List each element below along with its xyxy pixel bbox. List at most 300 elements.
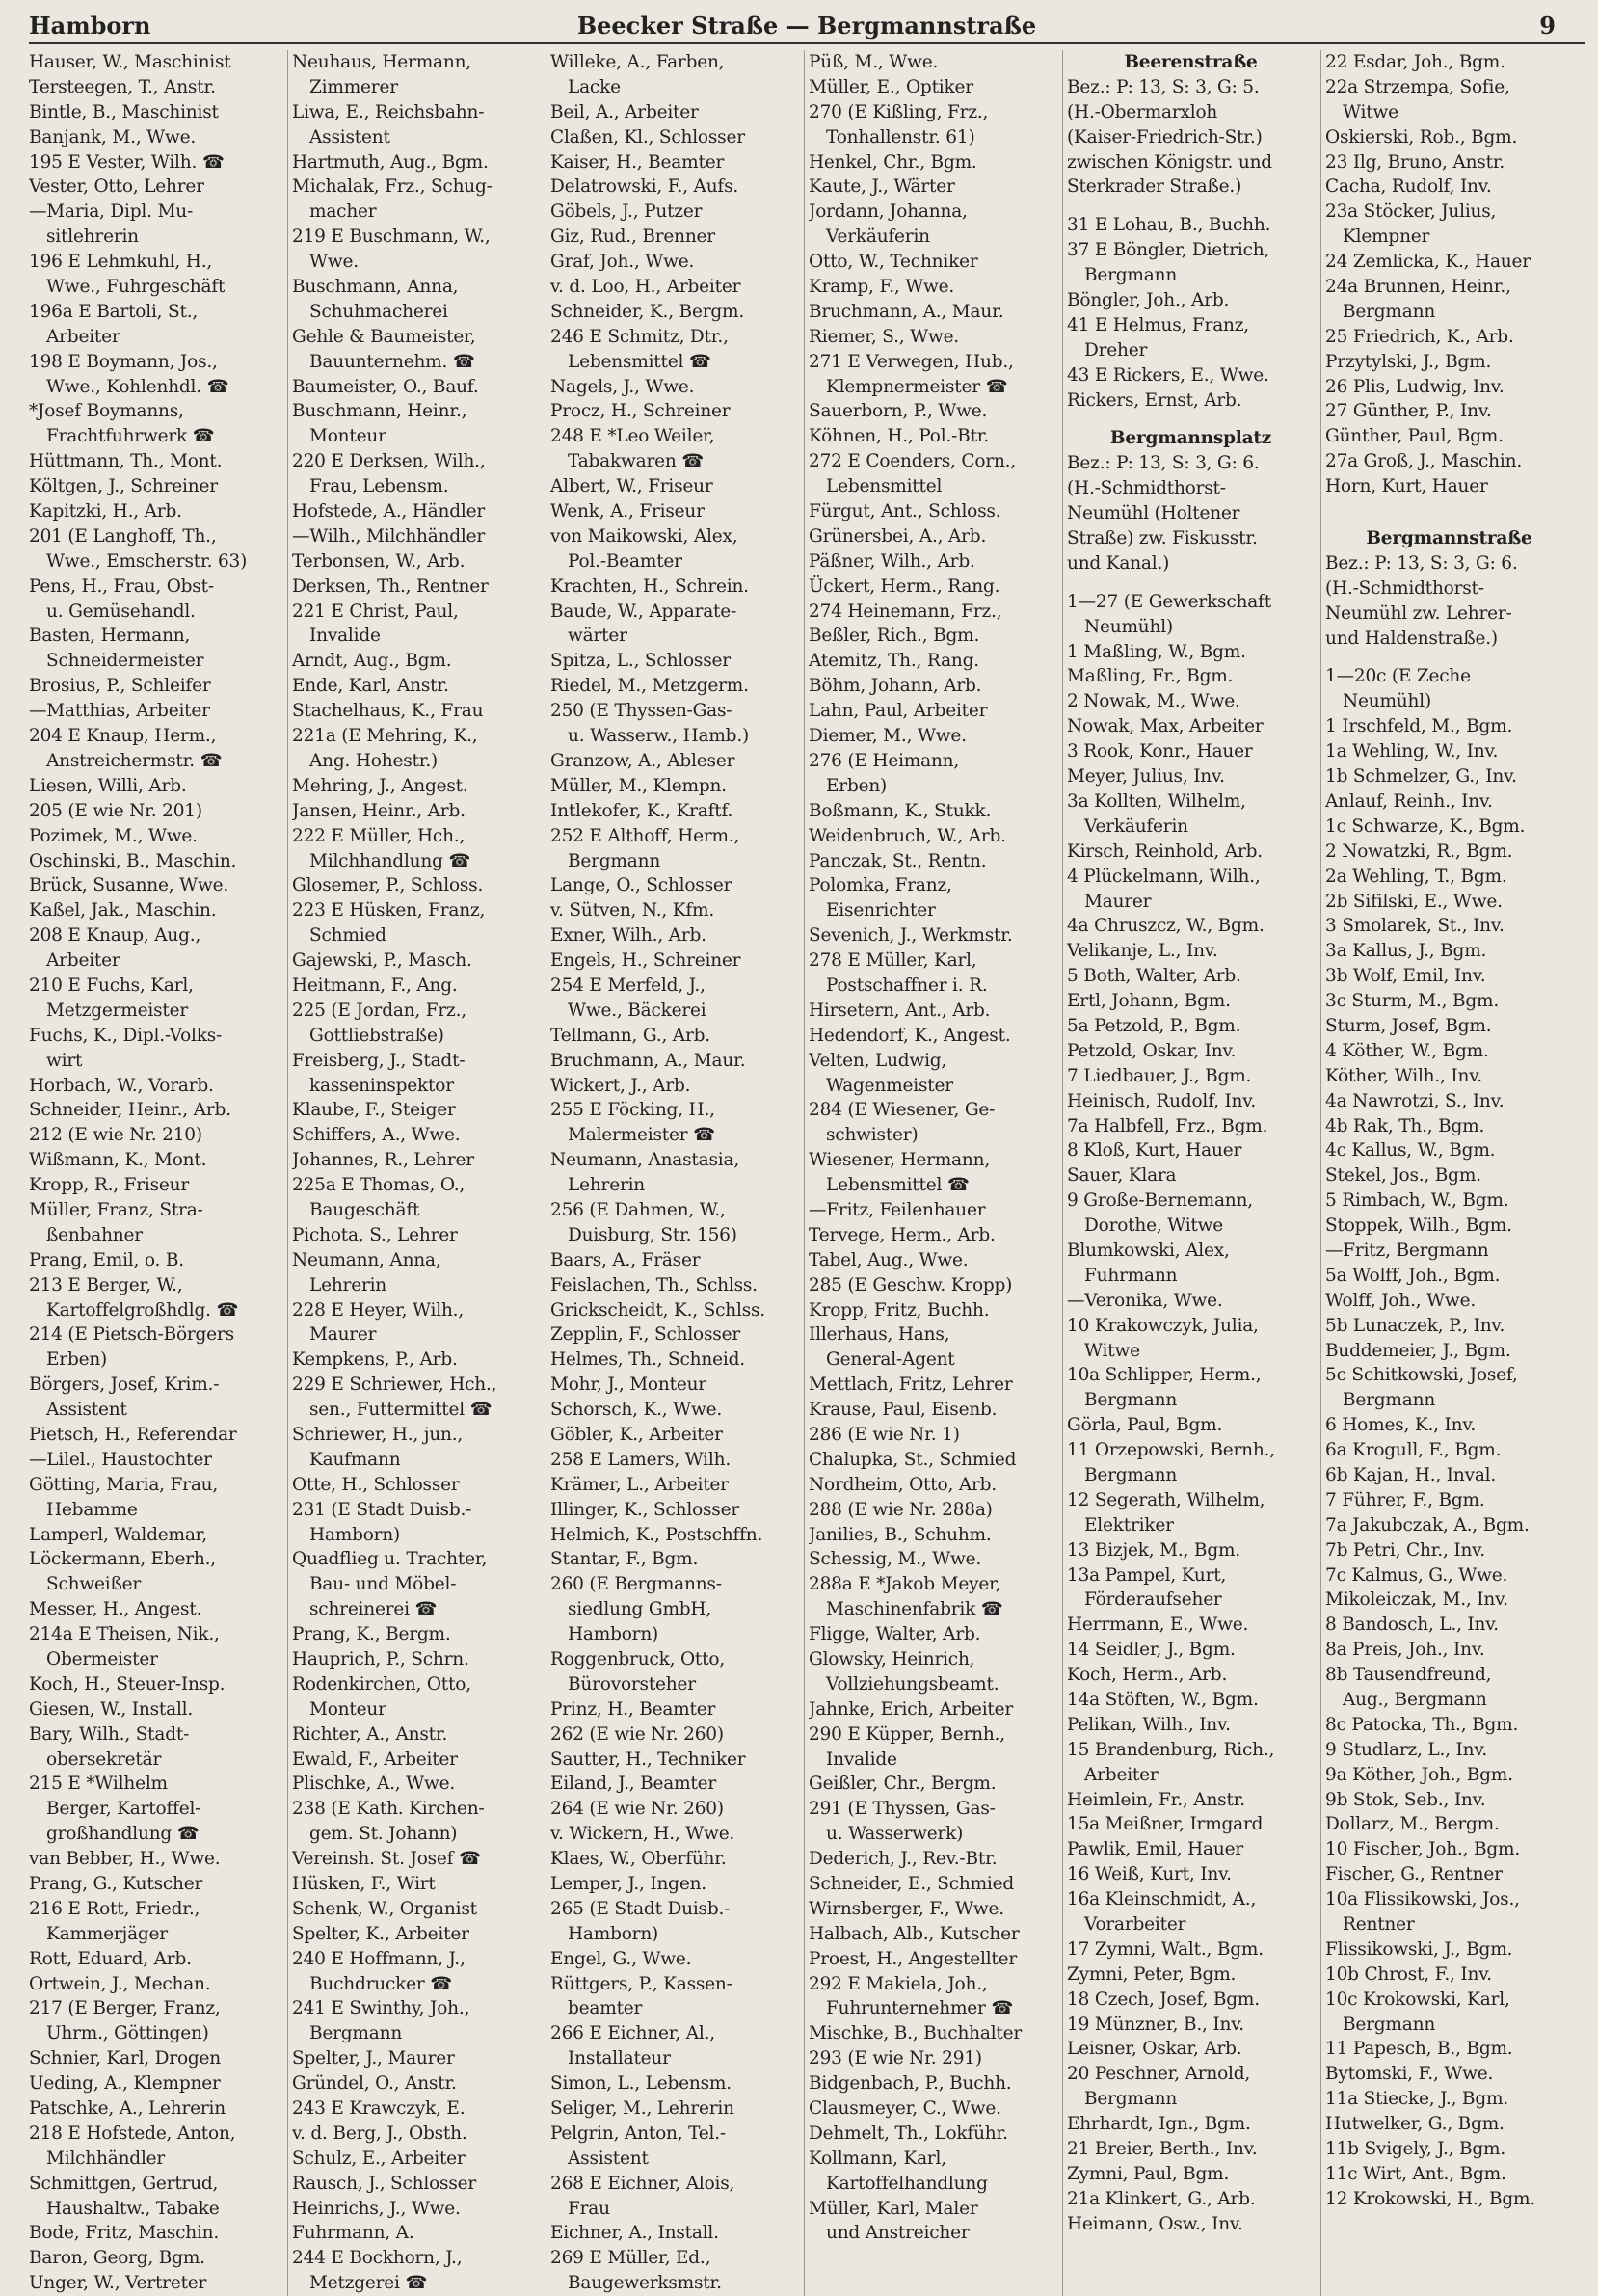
directory-entry: 31 E Lohau, B., Buchh.: [1067, 215, 1271, 236]
directory-entry: großhandlung ☎: [46, 1824, 200, 1845]
directory-entry: Sauer, Klara: [1067, 1165, 1177, 1187]
directory-entry: Erben): [46, 1349, 108, 1371]
directory-entry: Kropp, Fritz, Buchh.: [809, 1299, 990, 1321]
directory-entry: wärter: [568, 626, 627, 647]
directory-entry: Freisberg, J., Stadt-: [292, 1050, 466, 1071]
directory-entry: 6a Krogull, F., Bgm.: [1325, 1440, 1502, 1461]
directory-entry: 10a Schlipper, Herm.,: [1067, 1365, 1262, 1386]
directory-entry: —Veronika, Wwe.: [1067, 1290, 1223, 1311]
directory-entry: Elektriker: [1084, 1514, 1174, 1535]
directory-entry: Maurer: [309, 1324, 377, 1346]
directory-entry: 229 E Schriewer, Hch.,: [292, 1375, 497, 1396]
directory-entry: Ortwein, J., Mechan.: [29, 1973, 211, 1994]
directory-entry: Börgers, Josef, Krim.-: [29, 1375, 220, 1396]
directory-entry: 24 Zemlicka, K., Hauer: [1325, 252, 1531, 273]
directory-entry: Bez.: P: 13, S: 3, G: 5.: [1067, 76, 1260, 97]
directory-entry: Bode, Fritz, Maschin.: [29, 2223, 220, 2244]
directory-entry: Sauerborn, P., Wwe.: [809, 401, 988, 422]
directory-entry: —Lilel., Haustochter: [29, 1449, 212, 1470]
directory-entry: Beil, A., Arbeiter: [550, 101, 699, 122]
directory-entry: Unger, W., Vertreter: [29, 2273, 207, 2294]
directory-entry: Plischke, A., Wwe.: [292, 1774, 456, 1795]
directory-entry: Liesen, Willi, Arb.: [29, 775, 187, 796]
directory-entry: 12 Krokowski, H., Bgm.: [1325, 2188, 1536, 2209]
directory-entry: Verkäuferin: [1084, 815, 1188, 837]
directory-entry: Müller, Franz, Stra-: [29, 1199, 203, 1220]
directory-entry: Mischke, B., Buchhalter: [809, 2023, 1023, 2044]
directory-entry: Exner, Wilh., Arb.: [550, 925, 706, 947]
directory-entry: 43 E Rickers, E., Wwe.: [1067, 364, 1269, 386]
directory-entry: Bez.: P: 13, S: 3, G: 6.: [1325, 552, 1518, 574]
directory-entry: 1 Maßling, W., Bgm.: [1067, 641, 1246, 662]
directory-entry: 240 E Hoffmann, J.,: [292, 1948, 466, 1969]
directory-entry: Buddemeier, J., Bgm.: [1325, 1340, 1511, 1361]
directory-entry: Fuhrmann, A.: [292, 2223, 414, 2244]
directory-entry: Bauunternehm. ☎: [309, 351, 475, 372]
directory-entry: Rausch, J., Schlosser: [292, 2173, 477, 2194]
directory-entry: 5 Rimbach, W., Bgm.: [1325, 1190, 1509, 1212]
directory-entry: Milchhandlung ☎: [309, 850, 471, 871]
directory-entry: 244 E Bockhorn, J.,: [292, 2248, 463, 2269]
directory-entry: Heimlein, Fr., Anstr.: [1067, 1789, 1245, 1810]
directory-entry: Spelter, J., Maurer: [292, 2048, 455, 2069]
directory-entry: Hedendorf, K., Angest.: [809, 1025, 1011, 1046]
directory-entry: 21a Klinkert, G., Arb.: [1067, 2188, 1256, 2209]
directory-entry: Zymni, Paul, Bgm.: [1067, 2163, 1230, 2184]
directory-entry: 262 (E wie Nr. 260): [550, 1723, 724, 1745]
directory-entry: 16a Kleinschmidt, A.,: [1067, 1889, 1257, 1910]
directory-entry: 272 E Coenders, Corn.,: [809, 451, 1017, 472]
directory-entry: Wwe., Fuhrgeschäft: [46, 277, 226, 298]
directory-entry: Sevenich, J., Werkmstr.: [809, 925, 1013, 947]
directory-entry: Wwe., Emscherstr. 63): [46, 550, 248, 572]
directory-entry: Fligge, Walter, Arb.: [809, 1624, 981, 1645]
directory-entry: Rodenkirchen, Otto,: [292, 1673, 471, 1695]
directory-entry: Proest, H., Angestellter: [809, 1948, 1018, 1969]
directory-entry: Müller, M., Klempn.: [550, 775, 727, 796]
directory-entry: Vereinsh. St. Josef ☎: [292, 1849, 481, 1870]
directory-entry: 266 E Eichner, Al.,: [550, 2023, 715, 2044]
directory-entry: Witwe: [1343, 101, 1398, 122]
spacer: [1325, 513, 1573, 526]
directory-entry: gem. St. Johann): [309, 1824, 458, 1845]
directory-entry: Dreher: [1084, 339, 1148, 360]
directory-entry: Lebensmittel ☎: [568, 351, 711, 372]
directory-entry: 270 (E Kißling, Frz.,: [809, 101, 989, 122]
directory-entry: Schriewer, H., jun.,: [292, 1424, 464, 1445]
directory-entry: Klaube, F., Steiger: [292, 1100, 456, 1121]
directory-entry: 243 E Krawczyk, E.: [292, 2098, 466, 2120]
directory-entry: Gajewski, P., Masch.: [292, 950, 472, 972]
directory-entry: Neumann, Anna,: [292, 1249, 441, 1270]
directory-entry: Hamborn): [309, 1524, 401, 1545]
directory-entry: Lebensmittel: [826, 476, 943, 497]
directory-entry: Illerhaus, Hans,: [809, 1324, 950, 1346]
directory-entry: 228 E Heyer, Wilh.,: [292, 1299, 465, 1321]
directory-entry: Zymni, Peter, Bgm.: [1067, 1963, 1237, 1985]
directory-entry: Prang, G., Kutscher: [29, 1874, 203, 1895]
directory-entry: Pichota, S., Lehrer: [292, 1224, 458, 1245]
directory-entry: 208 E Knaup, Aug.,: [29, 925, 201, 947]
directory-entry: Klempnermeister ☎: [826, 376, 1008, 397]
directory-entry: Milchhändler: [46, 2148, 166, 2169]
directory-entry: Eichner, A., Install.: [550, 2223, 719, 2244]
directory-entry: Neuhaus, Hermann,: [292, 52, 471, 72]
directory-entry: 7b Petri, Chr., Inv.: [1325, 1539, 1485, 1561]
directory-entry: (H.-Schmidthorst-: [1325, 577, 1484, 599]
directory-entry: Hüttmann, Th., Mont.: [29, 451, 223, 472]
directory-entry: Schmied: [309, 925, 386, 947]
directory-entry: *Josef Boymanns,: [29, 401, 184, 422]
directory-entry: Glosemer, P., Schloss.: [292, 875, 484, 896]
directory-entry: Wwe.: [309, 252, 359, 273]
directory-entry: sen., Futtermittel ☎: [309, 1400, 493, 1421]
directory-entry: —Fritz, Feilenhauer: [809, 1199, 986, 1220]
directory-entry: 201 (E Langhoff, Th.,: [29, 525, 217, 547]
directory-entry: Bau- und Möbel-: [309, 1574, 457, 1595]
directory-entry: Przytylski, J., Bgm.: [1325, 351, 1492, 372]
directory-entry: Görla, Paul, Bgm.: [1067, 1415, 1223, 1436]
directory-entry: Bergmann: [1343, 2014, 1436, 2035]
directory-entry: Prang, K., Bergm.: [292, 1624, 451, 1645]
directory-entry: Wwe., Bäckerei: [568, 1000, 706, 1021]
directory-entry: Granzow, A., Ableser: [550, 750, 735, 771]
directory-entry: Stantar, F., Bgm.: [550, 1549, 699, 1570]
directory-entry: 4 Köther, W., Bgm.: [1325, 1040, 1489, 1061]
directory-entry: Schneider, K., Bergm.: [550, 301, 745, 322]
directory-entry: Wolff, Joh., Wwe.: [1325, 1290, 1476, 1311]
directory-entry: Anlauf, Reinh., Inv.: [1325, 790, 1493, 812]
directory-entry: Petzold, Oskar, Inv.: [1067, 1040, 1237, 1061]
directory-entry: 252 E Althoff, Herm.,: [550, 825, 740, 846]
directory-entry: 5a Petzold, P., Bgm.: [1067, 1015, 1241, 1036]
directory-entry: Atemitz, Th., Rang.: [809, 651, 979, 672]
directory-entry: Jansen, Heinr., Arb.: [292, 800, 466, 821]
directory-entry: 212 (E wie Nr. 210): [29, 1125, 202, 1146]
directory-entry: 1 Irschfeld, M., Bgm.: [1325, 716, 1513, 737]
directory-entry: Graf, Joh., Wwe.: [550, 252, 695, 273]
directory-entry: Richter, A., Anstr.: [292, 1723, 448, 1745]
directory-entry: Göbels, J., Putzer: [550, 201, 703, 223]
directory-entry: 1c Schwarze, K., Bgm.: [1325, 815, 1526, 837]
directory-entry: Bergmann: [1084, 1390, 1178, 1411]
directory-entry: 10 Krakowczyk, Julia,: [1067, 1315, 1259, 1336]
directory-entry: Panczak, St., Rentn.: [809, 850, 987, 871]
directory-entry: Derksen, Th., Rentner: [292, 575, 489, 597]
directory-entry: Hirsetern, Ant., Arb.: [809, 1000, 991, 1021]
directory-entry: Schenk, W., Organist: [292, 1898, 477, 1919]
directory-entry: —Maria, Dipl. Mu-: [29, 201, 194, 223]
directory-entry: Michalak, Frz., Schug-: [292, 176, 493, 198]
directory-entry: Maurer: [1084, 891, 1152, 912]
street-heading: Beerenstraße: [1124, 52, 1258, 72]
directory-entry: 7 Liedbauer, J., Bgm.: [1067, 1065, 1252, 1086]
directory-entry: beamter: [568, 1998, 643, 2019]
directory-entry: Leisner, Oskar, Arb.: [1067, 2039, 1242, 2060]
directory-entry: siedlung GmbH,: [568, 1599, 712, 1620]
directory-entry: 285 (E Geschw. Kropp): [809, 1274, 1013, 1295]
directory-entry: Sterkrader Straße.): [1067, 176, 1242, 198]
directory-entry: 14 Seidler, J., Bgm.: [1067, 1640, 1236, 1661]
directory-entry: General-Agent: [826, 1349, 955, 1371]
directory-entry: Kapitzki, H., Arb.: [29, 501, 182, 522]
directory-entry: Böngler, Joh., Arb.: [1067, 290, 1230, 311]
directory-entry: Eisenrichter: [826, 900, 936, 921]
directory-entry: Schnier, Karl, Drogen: [29, 2048, 221, 2069]
directory-entry: Vester, Otto, Lehrer: [29, 176, 204, 198]
directory-entry: Helmes, Th., Schneid.: [550, 1349, 745, 1371]
directory-entry: Bruchmann, A., Maur.: [550, 1050, 746, 1071]
directory-entry: Assistent: [309, 126, 390, 147]
directory-entry: Polomka, Franz,: [809, 875, 952, 896]
directory-entry: Horn, Kurt, Hauer: [1325, 476, 1488, 497]
directory-entry: (Kaiser-Friedrich-Str.): [1067, 126, 1263, 147]
directory-entry: 217 (E Berger, Franz,: [29, 1998, 221, 2019]
directory-entry: 41 E Helmus, Franz,: [1067, 314, 1249, 335]
directory-entry: Bergmann: [1343, 301, 1436, 322]
directory-entry: 222 E Müller, Hch.,: [292, 825, 466, 846]
directory-entry: Roggenbruck, Otto,: [550, 1649, 726, 1669]
directory-entry: 216 E Rott, Friedr.,: [29, 1898, 200, 1919]
directory-entry: 3a Kollten, Wilhelm,: [1067, 790, 1246, 812]
directory-entry: Spelter, K., Arbeiter: [292, 1923, 469, 1944]
directory-entry: Maschinenfabrik ☎: [826, 1599, 1003, 1620]
directory-entry: 238 (E Kath. Kirchen-: [292, 1799, 485, 1820]
directory-entry: Monteur: [309, 426, 386, 447]
directory-entry: Otto, W., Techniker: [809, 252, 978, 273]
directory-entry: 11 Papesch, B., Bgm.: [1325, 2039, 1513, 2060]
directory-entry: Baugeschäft: [309, 1199, 420, 1220]
directory-entry: Lamperl, Waldemar,: [29, 1524, 207, 1545]
directory-entry: kasseninspektor: [309, 1075, 454, 1096]
directory-entry: v. Wickern, H., Wwe.: [550, 1824, 735, 1845]
directory-entry: Hauprich, P., Schrn.: [292, 1649, 469, 1669]
header-city: Hamborn: [29, 12, 151, 40]
directory-entry: Lebensmittel ☎: [826, 1175, 970, 1196]
directory-entry: Engels, H., Schreiner: [550, 950, 741, 972]
directory-entry: u. Gemüsehandl.: [46, 601, 196, 622]
directory-entry: Riedel, M., Metzgerm.: [550, 676, 749, 697]
directory-entry: 210 E Fuchs, Karl,: [29, 974, 194, 996]
directory-entry: Patschke, A., Lehrerin: [29, 2098, 226, 2120]
directory-entry: Förderaufseher: [1084, 1589, 1222, 1611]
directory-entry: Boßmann, K., Stukk.: [809, 800, 992, 821]
directory-entry: Basten, Hermann,: [29, 626, 191, 647]
directory-entry: Pelikan, Wilh., Inv.: [1067, 1714, 1231, 1735]
directory-entry: Pawlik, Emil, Hauer: [1067, 1839, 1243, 1860]
directory-entry: Päßner, Wilh., Arb.: [809, 550, 975, 572]
directory-entry: Neumühl (Holtener: [1067, 503, 1240, 524]
column-4: [804, 50, 1062, 2296]
directory-entry: Hebamme: [46, 1499, 138, 1520]
directory-entry: Baugewerksmstr.: [568, 2273, 722, 2294]
directory-entry: 5b Lunaczek, P., Inv.: [1325, 1315, 1505, 1336]
directory-entry: 14a Stöften, W., Bgm.: [1067, 1690, 1259, 1710]
directory-entry: Bez.: P: 13, S: 3, G: 6.: [1067, 453, 1260, 474]
directory-entry: 17 Zymni, Walt., Bgm.: [1067, 1938, 1264, 1960]
directory-entry: Meyer, Julius, Inv.: [1067, 766, 1225, 788]
directory-entry: Metzgerei ☎: [309, 2273, 428, 2294]
directory-entry: Pelgrin, Anton, Tel.-: [550, 2122, 726, 2144]
directory-entry: Uhrm., Göttingen): [46, 2023, 209, 2044]
directory-entry: Assistent: [46, 1400, 127, 1421]
directory-entry: Heinrichs, J., Wwe.: [292, 2198, 461, 2219]
directory-entry: 288 (E wie Nr. 288a): [809, 1499, 993, 1520]
directory-entry: schreinerei ☎: [309, 1599, 438, 1620]
directory-entry: Pietsch, H., Referendar: [29, 1424, 237, 1445]
directory-entry: Schulz, E., Arbeiter: [292, 2148, 466, 2169]
directory-entry: u. Wasserwerk): [826, 1824, 964, 1845]
directory-entry: 215 E *Wilhelm: [29, 1774, 168, 1795]
directory-entry: Klaes, W., Oberführ.: [550, 1849, 727, 1870]
directory-entry: Liwa, E., Reichsbahn-: [292, 101, 485, 122]
directory-entry: Ende, Karl, Anstr.: [292, 676, 449, 697]
directory-entry: 258 E Lamers, Wilh.: [550, 1449, 731, 1470]
directory-entry: 10c Krokowski, Karl,: [1325, 1989, 1510, 2010]
directory-entry: Schneider, Heinr., Arb.: [29, 1100, 231, 1121]
directory-entry: Albert, W., Friseur: [550, 476, 713, 497]
directory-entry: Buchdrucker ☎: [309, 1973, 453, 1994]
directory-entry: Müller, E., Optiker: [809, 76, 973, 97]
street-heading: Bergmannstraße: [1366, 528, 1532, 549]
directory-entry: Grünersbei, A., Arb.: [809, 525, 987, 547]
directory-entry: 23a Stöcker, Julius,: [1325, 201, 1497, 223]
directory-entry: 13 Bizjek, M., Bgm.: [1067, 1539, 1240, 1561]
directory-entry: 6 Homes, K., Inv.: [1325, 1415, 1477, 1436]
directory-entry: Tervege, Herm., Arb.: [809, 1224, 996, 1245]
directory-entry: Ang. Hohestr.): [309, 750, 439, 771]
directory-entry: Grickscheidt, K., Schlss.: [550, 1299, 765, 1321]
directory-entry: Löckermann, Eberh.,: [29, 1549, 216, 1570]
directory-entry: 4b Rak, Th., Bgm.: [1325, 1115, 1485, 1136]
directory-entry: Berger, Kartoffel-: [46, 1799, 201, 1820]
directory-entry: 8c Patocka, Th., Bgm.: [1325, 1714, 1519, 1735]
directory-entry: Cacha, Rudolf, Inv.: [1325, 176, 1492, 198]
directory-entry: Pol.-Beamter: [568, 550, 682, 572]
directory-columns: [29, 50, 1585, 2296]
column-2: [287, 50, 546, 2296]
directory-entry: Gründel, O., Anstr.: [292, 2073, 457, 2095]
directory-entry: 254 E Merfeld, J.,: [550, 974, 706, 996]
directory-entry: Installateur: [568, 2048, 671, 2069]
directory-entry: 213 E Berger, W.,: [29, 1274, 183, 1295]
directory-entry: Dollarz, M., Bergm.: [1325, 1814, 1500, 1835]
directory-entry: 293 (E wie Nr. 291): [809, 2048, 982, 2069]
directory-entry: Kaiser, H., Beamter: [550, 151, 725, 173]
directory-entry: Bergmann: [568, 850, 661, 871]
directory-entry: 219 E Buschmann, W.,: [292, 227, 491, 248]
directory-entry: Jordann, Johanna,: [809, 201, 968, 223]
directory-entry: 27 Günther, P., Inv.: [1325, 401, 1492, 422]
directory-entry: Baude, W., Apparate-: [550, 601, 737, 622]
directory-entry: Arbeiter: [1084, 1764, 1159, 1785]
directory-entry: 225a E Thomas, O.,: [292, 1175, 466, 1196]
directory-entry: 22a Strzempa, Sofie,: [1325, 76, 1510, 97]
directory-entry: Tersteegen, T., Anstr.: [29, 76, 216, 97]
directory-entry: 218 E Hofstede, Anton,: [29, 2122, 236, 2144]
directory-entry: Fürgut, Ant., Schloss.: [809, 501, 1001, 522]
directory-entry: Költgen, J., Schreiner: [29, 476, 218, 497]
directory-entry: Erben): [826, 775, 888, 796]
directory-entry: Witwe: [1084, 1340, 1140, 1361]
directory-entry: Koch, H., Steuer-Insp.: [29, 1673, 226, 1695]
directory-entry: Günther, Paul, Bgm.: [1325, 426, 1504, 447]
directory-entry: 9 Studlarz, L., Inv.: [1325, 1739, 1488, 1760]
directory-entry: Procz, H., Schreiner: [550, 401, 731, 422]
directory-entry: 223 E Hüsken, Franz,: [292, 900, 486, 921]
directory-entry: Bergmann: [1084, 2089, 1178, 2110]
directory-entry: Heimann, Osw., Inv.: [1067, 2213, 1243, 2234]
directory-entry: 274 Heinemann, Frz.,: [809, 601, 1002, 622]
directory-entry: 205 (E wie Nr. 201): [29, 800, 202, 821]
directory-entry: Rott, Eduard, Arb.: [29, 1948, 192, 1969]
directory-entry: wirt: [46, 1050, 83, 1071]
directory-entry: Spitza, L., Schlosser: [550, 651, 731, 672]
directory-entry: v. d. Loo, H., Arbeiter: [550, 277, 741, 298]
directory-entry: Henkel, Chr., Bgm.: [809, 151, 977, 173]
directory-entry: Arbeiter: [46, 326, 120, 347]
directory-entry: Geißler, Chr., Bergm.: [809, 1774, 997, 1795]
directory-entry: Tabakwaren ☎: [568, 451, 705, 472]
directory-entry: 8b Tausendfreund,: [1325, 1665, 1492, 1686]
directory-entry: 2 Nowak, M., Wwe.: [1067, 691, 1240, 712]
directory-entry: 256 (E Dahmen, W.,: [550, 1199, 726, 1220]
page-number: 9: [1539, 12, 1556, 40]
directory-entry: Böhm, Johann, Arb.: [809, 676, 982, 697]
directory-entry: Eiland, J., Beamter: [550, 1774, 717, 1795]
directory-entry: Hartmuth, Aug., Bgm.: [292, 151, 489, 173]
directory-entry: Seliger, M., Lehrerin: [550, 2098, 734, 2120]
directory-entry: Aug., Bergmann: [1343, 1690, 1487, 1710]
directory-entry: 278 E Müller, Karl,: [809, 950, 977, 972]
directory-entry: Brück, Susanne, Wwe.: [29, 875, 229, 896]
directory-entry: Kempkens, P., Arb.: [292, 1349, 458, 1371]
directory-entry: 265 (E Stadt Duisb.-: [550, 1898, 731, 1919]
directory-entry: Köhnen, H., Pol.-Btr.: [809, 426, 990, 447]
directory-entry: Ewald, F., Arbeiter: [292, 1749, 458, 1770]
directory-entry: 10b Chrost, F., Inv.: [1325, 1963, 1492, 1985]
directory-entry: Krause, Paul, Eisenb.: [809, 1400, 998, 1421]
directory-entry: Dehmelt, Th., Lokführ.: [809, 2122, 1008, 2144]
directory-entry: Prinz, H., Beamter: [550, 1698, 716, 1720]
directory-entry: Intlekofer, K., Kraftf.: [550, 800, 733, 821]
directory-entry: Chalupka, St., Schmied: [809, 1449, 1017, 1470]
directory-entry: und Anstreicher: [826, 2223, 970, 2244]
directory-entry: Neumühl): [1343, 691, 1431, 712]
directory-entry: Ueding, A., Klempner: [29, 2073, 221, 2095]
directory-entry: v. Sütven, N., Kfm.: [550, 900, 715, 921]
directory-entry: Kramp, F., Wwe.: [809, 277, 955, 298]
directory-entry: 248 E *Leo Weiler,: [550, 426, 715, 447]
directory-entry: Hüsken, F., Wirt: [292, 1874, 436, 1895]
directory-entry: 198 E Boymann, Jos.,: [29, 351, 218, 372]
directory-entry: Frachtfuhrwerk ☎: [46, 426, 215, 447]
directory-entry: Simon, L., Lebensm.: [550, 2073, 732, 2095]
directory-entry: Tonhallenstr. 61): [826, 126, 975, 147]
column-5: [1062, 50, 1320, 2296]
directory-entry: Hauser, W., Maschinist: [29, 52, 231, 72]
directory-entry: Tellmann, G., Arb.: [550, 1025, 710, 1046]
column-6: [1320, 50, 1579, 2296]
directory-entry: 15a Meißner, Irmgard: [1067, 1814, 1264, 1835]
directory-entry: Obermeister: [46, 1649, 158, 1669]
directory-entry: Nagels, J., Wwe.: [550, 376, 695, 397]
directory-entry: Hamborn): [568, 1624, 659, 1645]
directory-entry: 13a Pampel, Kurt,: [1067, 1564, 1227, 1586]
directory-entry: von Maikowski, Alex,: [550, 525, 738, 547]
directory-entry: 241 E Swinthy, Joh.,: [292, 1998, 470, 2019]
directory-entry: Bergmann: [1084, 1464, 1178, 1485]
